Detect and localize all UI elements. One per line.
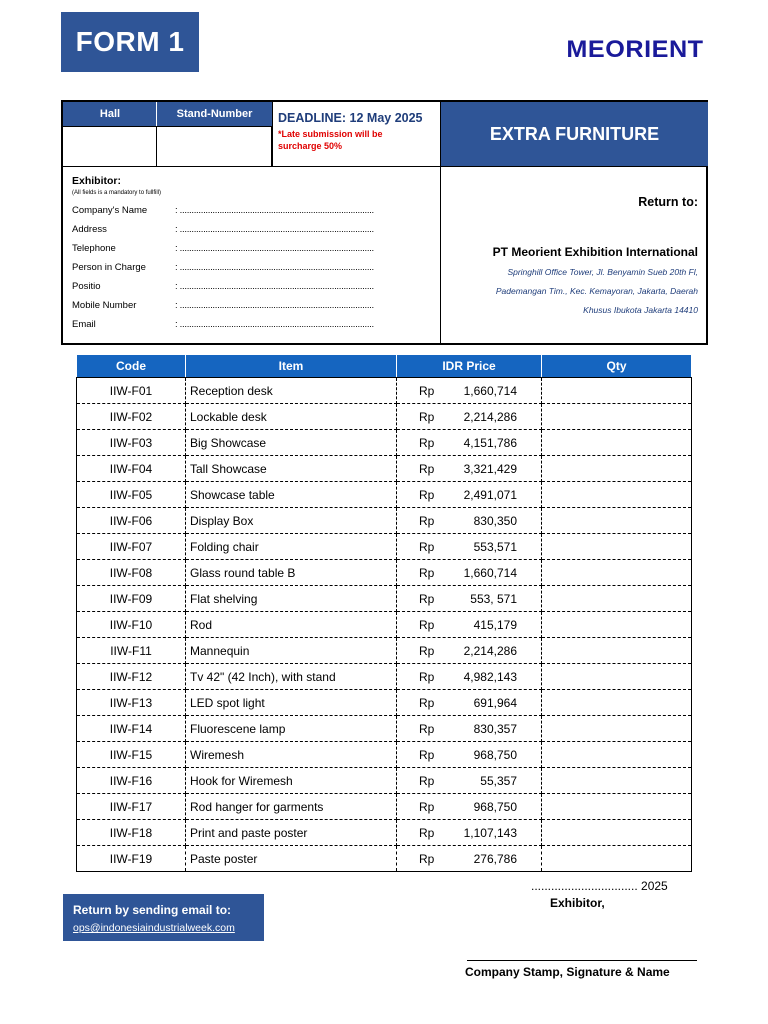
item-price [397,378,542,404]
currency-label: Rp [419,799,435,814]
currency-label: Rp [419,487,435,502]
price-value: 2,214,286 [463,643,517,658]
currency-label: Rp [419,435,435,450]
item-price [397,482,542,508]
item-price [397,716,542,742]
table-row [77,534,692,560]
stand-number-field[interactable] [157,126,272,166]
field-label: Address [72,224,107,235]
field-telephone[interactable] [72,239,434,258]
item-price [397,430,542,456]
price-value: 4,151,786 [463,435,517,450]
address-line: Springhill Office Tower, Jl. Benyamin Sueb 20th Fl, [507,267,698,277]
price-value: 415,179 [473,617,517,632]
qty-input[interactable] [542,638,692,664]
item-name: Display Box [186,508,397,534]
item-name: Folding chair [186,534,397,560]
item-price [397,586,542,612]
field-input-line[interactable]: : ................................................................................... [175,319,374,330]
table-row [77,378,692,404]
item-name: Tv 42" (42 Inch), with stand [186,664,397,690]
stamp-signature-caption: Company Stamp, Signature & Name [465,965,670,979]
currency-label: Rp [419,851,435,866]
currency-label: Rp [419,825,435,840]
return-to-section [448,195,698,320]
qty-input[interactable] [542,612,692,638]
currency-label: Rp [419,669,435,684]
item-name: Lockable desk [186,404,397,430]
form-number-badge: FORM 1 [61,12,199,72]
address-line: Khusus Ibukota Jakarta 14410 [583,305,698,315]
field-label: Positio [72,281,101,292]
column-header-item: Item [186,355,397,378]
item-code: IIW-F05 [77,482,186,508]
item-name: Mannequin [186,638,397,664]
qty-input[interactable] [542,586,692,612]
item-code: IIW-F15 [77,742,186,768]
item-name: Big Showcase [186,430,397,456]
item-price [397,612,542,638]
currency-label: Rp [419,513,435,528]
qty-input[interactable] [542,404,692,430]
field-input-line[interactable]: : ................................................................................... [175,205,374,216]
price-value: 1,660,714 [463,565,517,580]
price-value: 1,660,714 [463,383,517,398]
table-row [77,742,692,768]
qty-input[interactable] [542,430,692,456]
column-header-price: IDR Price [397,355,542,378]
item-name: Paste poster [186,846,397,872]
table-row [77,846,692,872]
hall-header: Hall [63,102,157,126]
table-row [77,456,692,482]
field-input-line[interactable]: : ................................................................................... [175,281,374,292]
table-row [77,690,692,716]
exhibitor-title: Exhibitor: [72,175,121,187]
address-line: Pademangan Tim., Kec. Kemayoran, Jakarta, Daerah [495,286,698,296]
qty-input[interactable] [542,820,692,846]
signature-line [467,960,697,961]
currency-label: Rp [419,383,435,398]
qty-input[interactable] [542,508,692,534]
table-row [77,794,692,820]
item-name: Reception desk [186,378,397,404]
brand-logo: MEORIENT [566,36,704,63]
item-name: Tall Showcase [186,456,397,482]
item-name: Wiremesh [186,742,397,768]
item-price [397,508,542,534]
price-value: 55,357 [480,773,517,788]
form-title: EXTRA FURNITURE [440,102,708,166]
field-label: Person in Charge [72,262,146,273]
item-code: IIW-F01 [77,378,186,404]
field-label: Telephone [72,243,116,254]
item-code: IIW-F10 [77,612,186,638]
stand-number-header: Stand-Number [157,102,272,126]
table-row [77,404,692,430]
price-value: 2,214,286 [463,409,517,424]
qty-input[interactable] [542,690,692,716]
table-row [77,638,692,664]
field-input-line[interactable]: : ................................................................................... [175,300,374,311]
item-code: IIW-F06 [77,508,186,534]
qty-input[interactable] [542,482,692,508]
currency-label: Rp [419,565,435,580]
currency-label: Rp [419,461,435,476]
item-name: Fluorescene lamp [186,716,397,742]
mandatory-note: (All fields is a mandatory to fullfill) [72,190,162,196]
qty-input[interactable] [542,534,692,560]
item-code: IIW-F03 [77,430,186,456]
item-code: IIW-F16 [77,768,186,794]
email-link[interactable]: ops@indonesiaindustrialweek.com [73,922,235,934]
furniture-price-table [76,354,692,872]
item-price [397,794,542,820]
price-value: 4,982,143 [463,669,517,684]
price-value: 1,107,143 [463,825,517,840]
item-name: Flat shelving [186,586,397,612]
deadline-box [272,102,440,166]
qty-input[interactable] [542,456,692,482]
currency-label: Rp [419,747,435,762]
field-mobile-number[interactable] [72,296,434,315]
item-code: IIW-F17 [77,794,186,820]
item-price [397,638,542,664]
price-value: 830,350 [473,513,517,528]
price-value: 2,491,071 [463,487,517,502]
column-header-qty: Qty [542,355,692,378]
item-code: IIW-F18 [77,820,186,846]
price-value: 3,321,429 [463,461,517,476]
field-person-in-charge[interactable] [72,258,434,277]
item-code: IIW-F13 [77,690,186,716]
return-to-label: Return to: [638,195,698,209]
table-row [77,612,692,638]
item-code: IIW-F04 [77,456,186,482]
item-price [397,846,542,872]
item-code: IIW-F07 [77,534,186,560]
field-label: Email [72,319,96,330]
field-label: Mobile Number [72,300,137,311]
table-row [77,716,692,742]
item-code: IIW-F12 [77,664,186,690]
qty-input[interactable] [542,794,692,820]
item-price [397,560,542,586]
field-label: Company's Name [72,205,148,216]
qty-input[interactable] [542,846,692,872]
item-price [397,404,542,430]
item-code: IIW-F02 [77,404,186,430]
field-input-line[interactable]: : ................................................................................... [175,243,374,254]
item-name: Glass round table B [186,560,397,586]
currency-label: Rp [419,617,435,632]
item-price [397,664,542,690]
return-company-name: PT Meorient Exhibition International [492,245,698,259]
field-input-line[interactable]: : ................................................................................... [175,262,374,273]
late-surcharge-note: *Late submission will be surcharge 50% [278,129,383,151]
item-code: IIW-F09 [77,586,186,612]
price-value: 276,786 [473,851,517,866]
form-header-box [61,100,708,345]
item-code: IIW-F11 [77,638,186,664]
item-price [397,456,542,482]
item-name: Showcase table [186,482,397,508]
item-name: LED spot light [186,690,397,716]
exhibitor-signature-label: Exhibitor, [550,896,605,910]
currency-label: Rp [419,643,435,658]
item-name: Rod [186,612,397,638]
field-input-line[interactable]: : ................................................................................... [175,224,374,235]
price-value: 968,750 [473,747,517,762]
qty-input[interactable] [542,768,692,794]
date-line: ................................ 2025 [531,879,668,893]
table-row [77,482,692,508]
field-position[interactable] [72,277,434,296]
deadline-text: DEADLINE: 12 May 2025 [278,111,423,125]
price-value: 553,571 [473,539,517,554]
email-return-box [63,894,264,941]
qty-input[interactable] [542,378,692,404]
currency-label: Rp [419,591,435,606]
currency-label: Rp [419,695,435,710]
column-header-code: Code [77,355,186,378]
item-price [397,690,542,716]
table-row [77,820,692,846]
table-row [77,586,692,612]
item-name: Rod hanger for garments [186,794,397,820]
price-value: 691,964 [473,695,517,710]
send-instructions: Return by sending email to: [73,903,232,917]
field-address[interactable] [72,220,434,239]
qty-input[interactable] [542,664,692,690]
price-value: 553, 571 [470,591,517,606]
currency-label: Rp [419,773,435,788]
qty-input[interactable] [542,716,692,742]
qty-input[interactable] [542,742,692,768]
header-divider [156,102,157,126]
field-company-name[interactable] [72,201,434,220]
item-code: IIW-F08 [77,560,186,586]
item-price [397,768,542,794]
divider [440,166,441,345]
price-value: 968,750 [473,799,517,814]
table-row [77,664,692,690]
return-address [448,263,698,320]
qty-input[interactable] [542,560,692,586]
item-price [397,742,542,768]
table-row [77,768,692,794]
currency-label: Rp [419,409,435,424]
table-row [77,560,692,586]
item-price [397,534,542,560]
hall-field[interactable] [63,126,157,166]
currency-label: Rp [419,721,435,736]
divider [63,166,708,167]
item-name: Hook for Wiremesh [186,768,397,794]
item-price [397,820,542,846]
item-code: IIW-F14 [77,716,186,742]
item-name: Print and paste poster [186,820,397,846]
exhibitor-section [72,175,434,334]
table-header-row [77,355,692,378]
currency-label: Rp [419,539,435,554]
field-email[interactable] [72,315,434,334]
item-code: IIW-F19 [77,846,186,872]
price-value: 830,357 [473,721,517,736]
table-row [77,430,692,456]
table-row [77,508,692,534]
